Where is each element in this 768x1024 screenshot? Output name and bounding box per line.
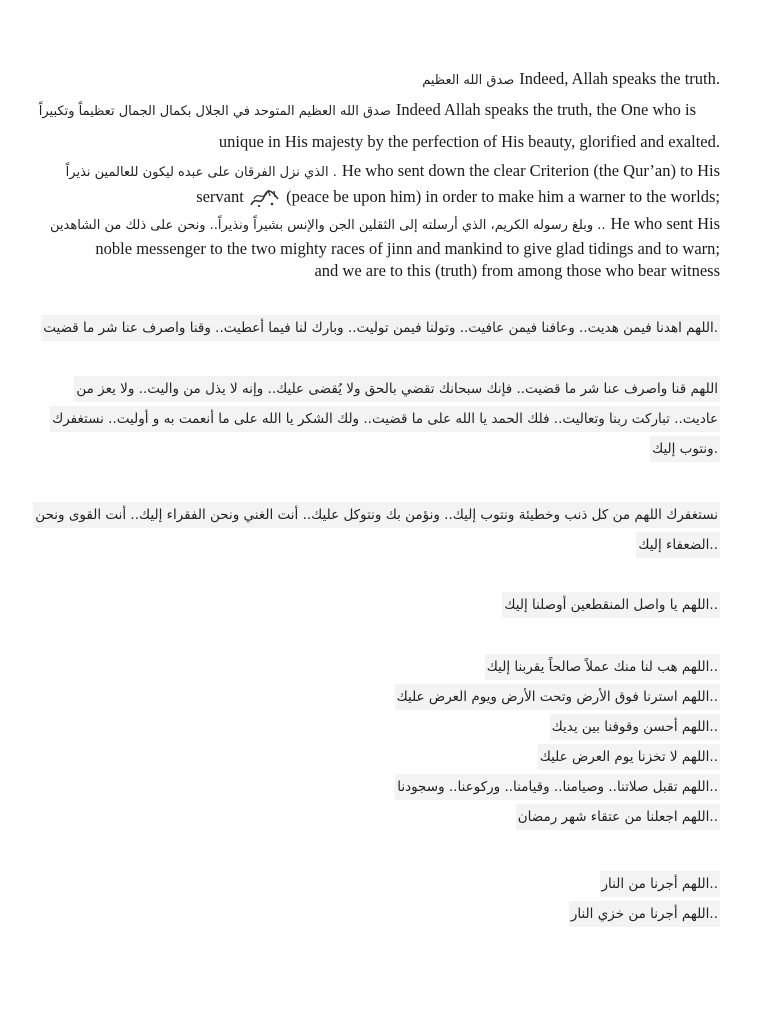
intro-line-5-english-b: (peace be upon him) in order to make him a warner to the worlds;	[286, 187, 720, 206]
dua-paragraph-2	[50, 376, 720, 466]
list-item: ..اللهم استرنا فوق الأرض وتحت الأرض ويوم العرض عليك	[395, 684, 720, 710]
dua-paragraph-2-line-1: اللهم قنا واصرف عنا شر ما قضيت.. فإنك سبحانك تقضي بالحق ولا يُقضى عليك.. وإنه لا يذل من واليت.. ولا يعز من	[74, 376, 720, 402]
dua-paragraph-4: ..اللهم يا واصل المنقطعين أوصلنا إليك	[502, 592, 720, 618]
list-item: ..اللهم أحسن وقوفنا بين يديك	[550, 714, 720, 740]
dua-paragraph-3	[33, 502, 720, 562]
intro-line-5	[196, 186, 720, 209]
list-item: ..اللهم أجرنا من خزي النار	[569, 901, 720, 927]
dua-paragraph-1: .اللهم اهدنا فيمن هديت.. وعافنا فيمن عافيت.. وتولنا فيمن توليت.. وبارك لنا فيما أعطيت.. وقنا واصرف عنا شر ما قضيت	[41, 315, 720, 341]
intro-line-8: and we are to this (truth) from among those who bear witness	[314, 261, 720, 280]
intro-line-2	[39, 99, 696, 123]
list-item: ..اللهم تقبل صلاتنا.. وصيامنا.. وقيامنا.. وركوعنا.. وسجودنا	[395, 774, 720, 800]
intro-line-3: unique in His majesty by the perfection of His beauty, glorified and exalted.	[218, 132, 720, 151]
intro-line-6-english: He who sent His	[610, 214, 720, 233]
intro-line-4	[66, 160, 720, 184]
list-item: ..اللهم هب لنا منك عملاً صالحاً يقربنا إليك	[485, 654, 720, 680]
intro-line-2-arabic: صدق الله العظيم المتوحد في الجلال بكمال الجمال تعظيماً وتكبيراً	[38, 104, 391, 119]
salawat-calligraphy-icon	[248, 187, 282, 209]
intro-line-2-english: Indeed Allah speaks the truth, the One who is	[395, 100, 696, 119]
dua-paragraph-3-line-2: ..الضعفاء إليك	[636, 532, 720, 558]
intro-line-1-arabic: صدق الله العظيم	[422, 73, 515, 88]
dua-list-2	[569, 871, 720, 931]
list-item: ..اللهم اجعلنا من عتقاء شهر رمضان	[516, 804, 720, 830]
intro-line-7: noble messenger to the two mighty races of jinn and mankind to give glad tidings and to warn;	[95, 239, 720, 258]
dua-paragraph-2-line-3: .ونتوب إليك	[650, 436, 720, 462]
intro-line-5-english-a: servant	[196, 187, 244, 206]
dua-paragraph-3-line-1: نستغفرك اللهم من كل ذنب وخطيئة ونتوب إليك.. ونؤمن بك ونتوكل عليك.. أنت الغني ونحن الفقراء إليك.. أنت القوى ونحن	[33, 502, 720, 528]
intro-line-4-english: He who sent down the clear Criterion (the Qur’an) to His	[341, 161, 720, 180]
intro-line-4-arabic: الذي نزل الفرقان على عبده ليكون للعالمين نذيراً .	[65, 165, 337, 180]
intro-line-6	[50, 213, 720, 237]
list-item: ..اللهم أجرنا من النار	[600, 871, 721, 897]
dua-list-1	[395, 654, 720, 834]
intro-line-6-arabic: وبلغ رسوله الكريم، الذي أرسلته إلى الثقلين الجن والإنس بشيراً ونذيراً.. ونحن على ذلك من الشاهدين ..	[50, 218, 606, 233]
intro-line-1-english: Indeed, Allah speaks the truth.	[519, 69, 720, 88]
dua-paragraph-2-line-2: عاديت.. تباركت ربنا وتعاليت.. فلك الحمد يا الله على ما قضيت.. ولك الشكر يا الله على ما أنعمت به و أوليت.. نستغفرك	[50, 406, 720, 432]
list-item: ..اللهم لا تخزنا يوم العرض عليك	[538, 744, 720, 770]
intro-line-1	[422, 68, 720, 92]
